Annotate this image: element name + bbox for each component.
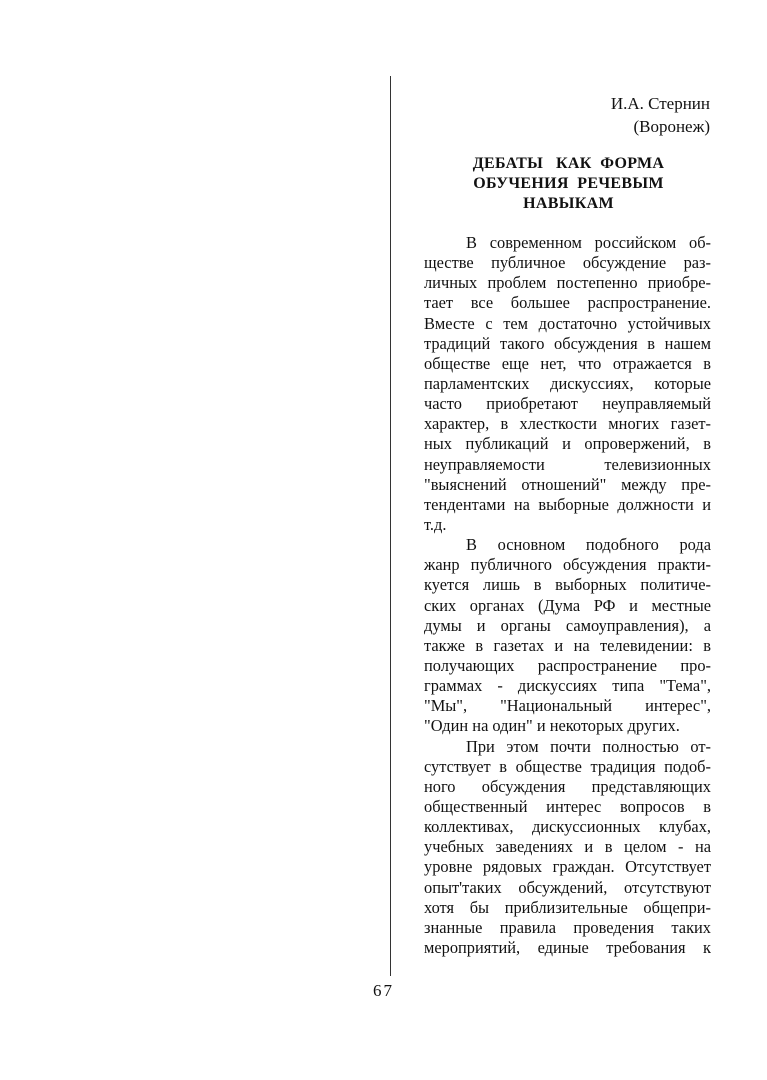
text-line: коллективах, дискуссионных клубах,	[424, 817, 711, 837]
text-line: опыт'таких обсуждений, отсутствуют	[424, 877, 711, 897]
vertical-rule	[390, 76, 391, 976]
text-line: думы и органы самоуправления), а	[424, 615, 711, 635]
article-title	[425, 154, 712, 214]
text-line: "Мы", "Национальный интерес",	[424, 696, 711, 716]
text-line: парламентских дискуссиях, которые	[424, 373, 711, 393]
text-line: уровне рядовых граждан. Отсутствует	[424, 857, 711, 877]
text-line: "Один на один" и некоторых других.	[424, 716, 680, 736]
article-body	[424, 233, 711, 958]
text-line: часто приобретают неуправляемый	[424, 394, 711, 414]
text-line: получающих распространение про-	[424, 655, 711, 675]
author-block	[611, 92, 710, 138]
text-line: традиций такого обсуждения в нашем	[424, 333, 711, 353]
author-name: И.А. Стернин	[610, 94, 710, 113]
text-line: сутствует в обществе традиция подоб-	[424, 756, 711, 776]
text-line: общественный интерес вопросов в	[424, 796, 711, 816]
text-line: характер, в хлесткости многих газет-	[424, 414, 711, 434]
text-line: При этом почти полностью от-	[466, 736, 711, 756]
page-number: 67	[373, 981, 394, 1000]
text-line: Вместе с тем достаточно устойчивых	[424, 313, 711, 333]
paragraph-2	[424, 535, 711, 736]
text-line: В современном российском об-	[466, 233, 711, 252]
text-line: "выяснений отношений" между пре-	[424, 474, 711, 494]
text-line: ного обсуждения представляющих	[424, 776, 711, 796]
text-line: обществе еще нет, что отражается в	[424, 353, 711, 373]
text-line: личных проблем постепенно приобре-	[424, 273, 711, 293]
title-line: ДЕБАТЫ КАК ФОРМА	[472, 155, 665, 172]
author-city: (Воронеж)	[633, 117, 710, 136]
text-line: ществе публичное обсуждение раз-	[424, 253, 711, 273]
text-line: также в газетах и на телевидении: в	[424, 635, 711, 655]
text-line: граммах - дискуссиях типа "Тема",	[424, 676, 711, 696]
text-line: учебных заведениях и в целом - на	[424, 837, 711, 857]
text-line: знанные правила проведения таких	[424, 917, 711, 937]
text-line: хотя бы приблизительные общепри-	[424, 897, 711, 917]
title-line: ОБУЧЕНИЯ РЕЧЕВЫМ	[473, 175, 664, 192]
text-line: ских органах (Дума РФ и местные	[424, 595, 711, 615]
text-line: тает все большее распространение.	[424, 293, 711, 313]
text-line: В основном подобного рода	[466, 535, 711, 555]
text-line: жанр публичного обсуждения практи-	[424, 555, 711, 575]
text-line: ных публикаций и опровержений, в	[424, 434, 711, 454]
paragraph-1	[424, 233, 711, 535]
paragraph-3	[424, 737, 711, 959]
text-line: неуправляемости телевизионных	[424, 454, 711, 474]
text-line: тендентами на выборные должности и	[424, 494, 711, 514]
title-line: НАВЫКАМ	[523, 195, 614, 212]
text-line: т.д.	[424, 514, 447, 534]
text-line: мероприятий, единые требования к	[424, 937, 711, 957]
text-line: куется лишь в выборных политиче-	[424, 575, 711, 595]
